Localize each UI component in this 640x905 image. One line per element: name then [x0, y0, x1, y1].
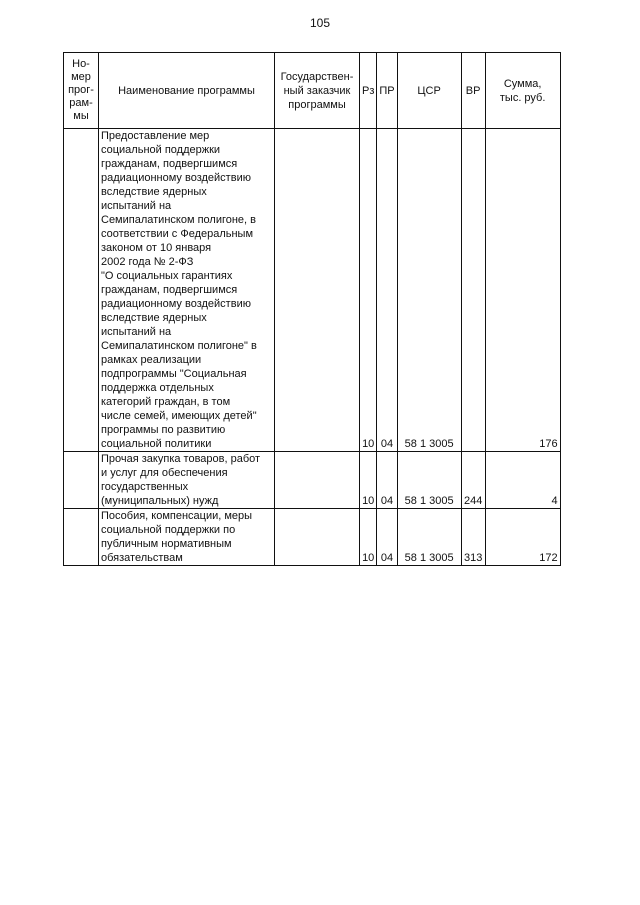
cell-vr: 244: [461, 452, 485, 509]
cell-program-name: Пособия, компенсации, меры социальной поддержки по публичным нормативным обязательствам: [99, 509, 275, 566]
table-row: [64, 129, 561, 452]
cell-program-number: [64, 129, 99, 452]
cell-pr: 04: [377, 509, 397, 566]
header-sum: Сумма, тыс. руб.: [485, 53, 560, 129]
cell-vr: 313: [461, 509, 485, 566]
cell-rz: 10: [360, 509, 377, 566]
cell-program-number: [64, 452, 99, 509]
cell-csr: 58 1 3005: [397, 129, 461, 452]
header-vr: ВР: [461, 53, 485, 129]
cell-program-number: [64, 509, 99, 566]
header-rz: Рз: [360, 53, 377, 129]
cell-state-customer: [275, 452, 360, 509]
page-number: 105: [309, 16, 331, 30]
cell-sum: 176: [485, 129, 560, 452]
cell-rz: 10: [360, 129, 377, 452]
budget-program-table: [63, 52, 561, 566]
header-program-name: Наименование программы: [99, 53, 275, 129]
cell-state-customer: [275, 509, 360, 566]
header-program-number: Но- мер прог- рам- мы: [64, 53, 99, 129]
cell-sum: 172: [485, 509, 560, 566]
table-row: [64, 509, 561, 566]
cell-program-name: Предоставление мер социальной поддержки гражданам, подвергшимся радиационному воздействию вследствие ядерных испытаний на Семипалатинском полигоне, в соответствии с Федеральным законом от 10 января 2002 года № 2-ФЗ "О социальных гарантиях гражданам, подвергшимся радиационному воздействию вследствие ядерных испытаний на Семипалатинском полигоне" в рамках реализации подпрограммы "Социальная поддержка отдельных категорий граждан, в том числе семей, имеющих детей" программы по развитию социальной политики: [99, 129, 275, 452]
cell-pr: 04: [377, 129, 397, 452]
cell-csr: 58 1 3005: [397, 452, 461, 509]
header-state-customer: Государствен- ный заказчик программы: [275, 53, 360, 129]
cell-rz: 10: [360, 452, 377, 509]
table-row: [64, 452, 561, 509]
cell-program-name: Прочая закупка товаров, работ и услуг для обеспечения государственных (муниципальных) нужд: [99, 452, 275, 509]
cell-sum: 4: [485, 452, 560, 509]
cell-csr: 58 1 3005: [397, 509, 461, 566]
cell-vr: [461, 129, 485, 452]
header-pr: ПР: [377, 53, 397, 129]
header-csr: ЦСР: [397, 53, 461, 129]
table-header-row: [64, 53, 561, 129]
cell-state-customer: [275, 129, 360, 452]
cell-pr: 04: [377, 452, 397, 509]
